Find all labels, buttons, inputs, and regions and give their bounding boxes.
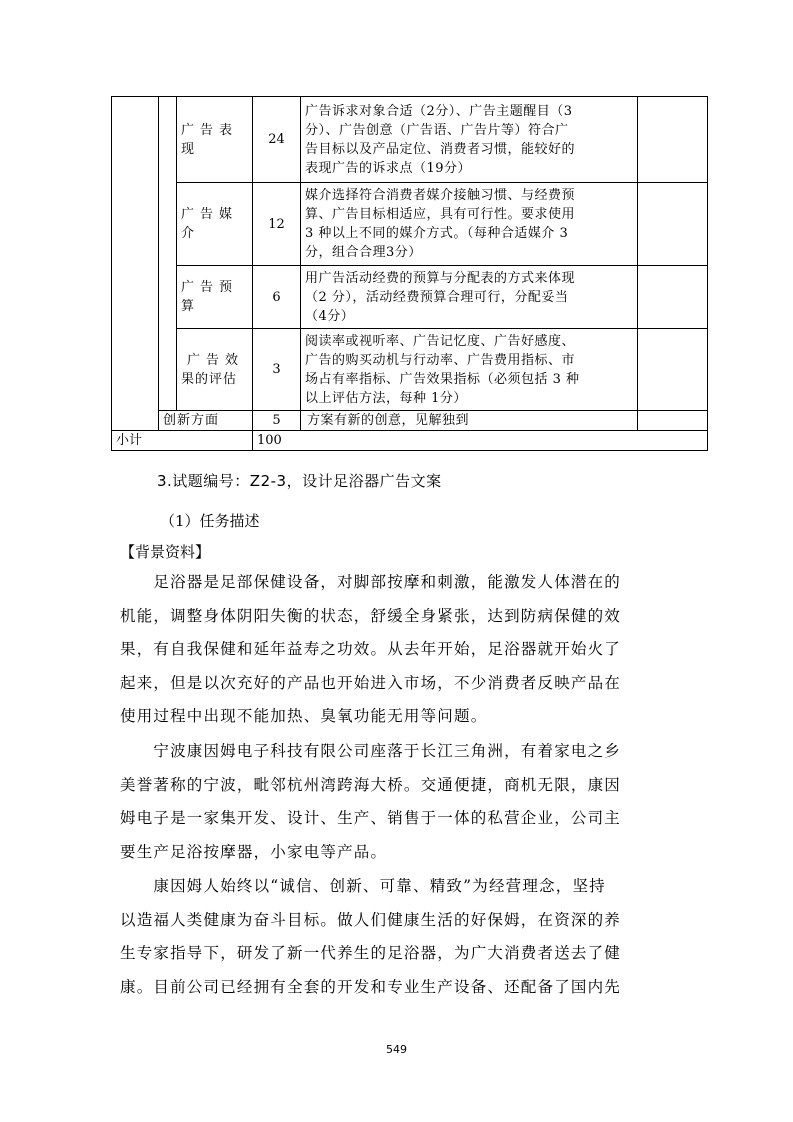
criterion-score: 3 [253,329,301,411]
criterion-label: 广告预算 [177,266,253,329]
table-row [112,183,708,266]
innovation-score: 5 [253,411,301,431]
paragraph: 足浴器是足部保健设备，对脚部按摩和刺激，能激发人体潜在的 机能，调整身体阴阳失衡的状态，舒缓全身紧张，达到防病保健的效 果，有自我保健和延年益寿之功效。从去年开始，足浴器就开始火了 起来，但是以次充好的产品也开始进入市场，不少消费者反映产品在 使用过程中出现不能加热、臭氧功能无用等问题。 [120,573,622,725]
criterion-description: 阅读率或视听率、广告记忆度、广告好感度、 广告的购买动机与行动率、广告费用指标、市 场占有率指标、广告效果指标（必须包括 3 种 以上评估方法，每种 1分） [301,329,638,411]
table-row [112,411,708,431]
scoring-table [111,96,708,451]
section-heading: 3.试题编号：Z2-3，设计足浴器广告文案 [157,472,442,490]
criterion-description: 媒介选择符合消费者媒介接触习惯、与经费预 算、广告目标相适应，具有可行性。要求使用 3 种以上不同的媒介方式。（每种合适媒介 3 分，组合合理3分） [301,183,638,266]
task-subheading: （1）任务描述 [160,512,260,530]
blank-cell [638,329,708,411]
criterion-label: 广告效 果的评估 [177,329,253,411]
table-row [112,329,708,411]
subtotal-score: 100 [253,431,708,451]
blank-cell [638,266,708,329]
background-title: 【背景资料】 [120,543,211,561]
paragraph: 宁波康因姆电子科技有限公司座落于长江三角洲，有着家电之乡 美誉著称的宁波，毗邻杭州湾跨海大桥。交通便捷，商机无限，康因 姆电子是一家集开发、设计、生产、销售于一体的私营企业，公司主 要生产足浴按摩器，小家电等产品。 [120,742,622,861]
criterion-label: 广告表现 [177,97,253,183]
table-row [112,266,708,329]
criterion-label: 广告媒介 [177,183,253,266]
table-row [112,431,708,451]
criterion-score: 24 [253,97,301,183]
page-number: 549 [386,1043,407,1056]
blank-cell [638,411,708,431]
table-row [112,97,708,183]
criterion-score: 6 [253,266,301,329]
criterion-score: 12 [253,183,301,266]
subtotal-label: 小计 [112,431,253,451]
blank-cell [638,97,708,183]
paragraph: 康因姆人始终以“诚信、创新、可靠、精致”为经营理念，坚持 以造福人类健康为奋斗目标。做人们健康生活的好保姆，在资深的养 生专家指导下，研发了新一代养生的足浴器，为广大消费者送去了健 康。目前公司已经拥有全套的开发和专业生产设备、还配备了国内先 [120,877,622,996]
blank-cell [159,97,177,411]
criterion-description: 用广告活动经费的预算与分配表的方式来体现 （2 分），活动经费预算合理可行，分配妥当 （4分） [301,266,638,329]
blank-cell [638,183,708,266]
innovation-description: 方案有新的创意，见解独到 [301,411,638,431]
blank-cell [112,97,159,431]
criterion-description: 广告诉求对象合适（2分）、广告主题醒目（3 分）、广告创意（广告语、广告片等）符合广 告目标以及产品定位、消费者习惯，能较好的 表现广告的诉求点（19分） [301,97,638,183]
innovation-label: 创新方面 [159,411,253,431]
